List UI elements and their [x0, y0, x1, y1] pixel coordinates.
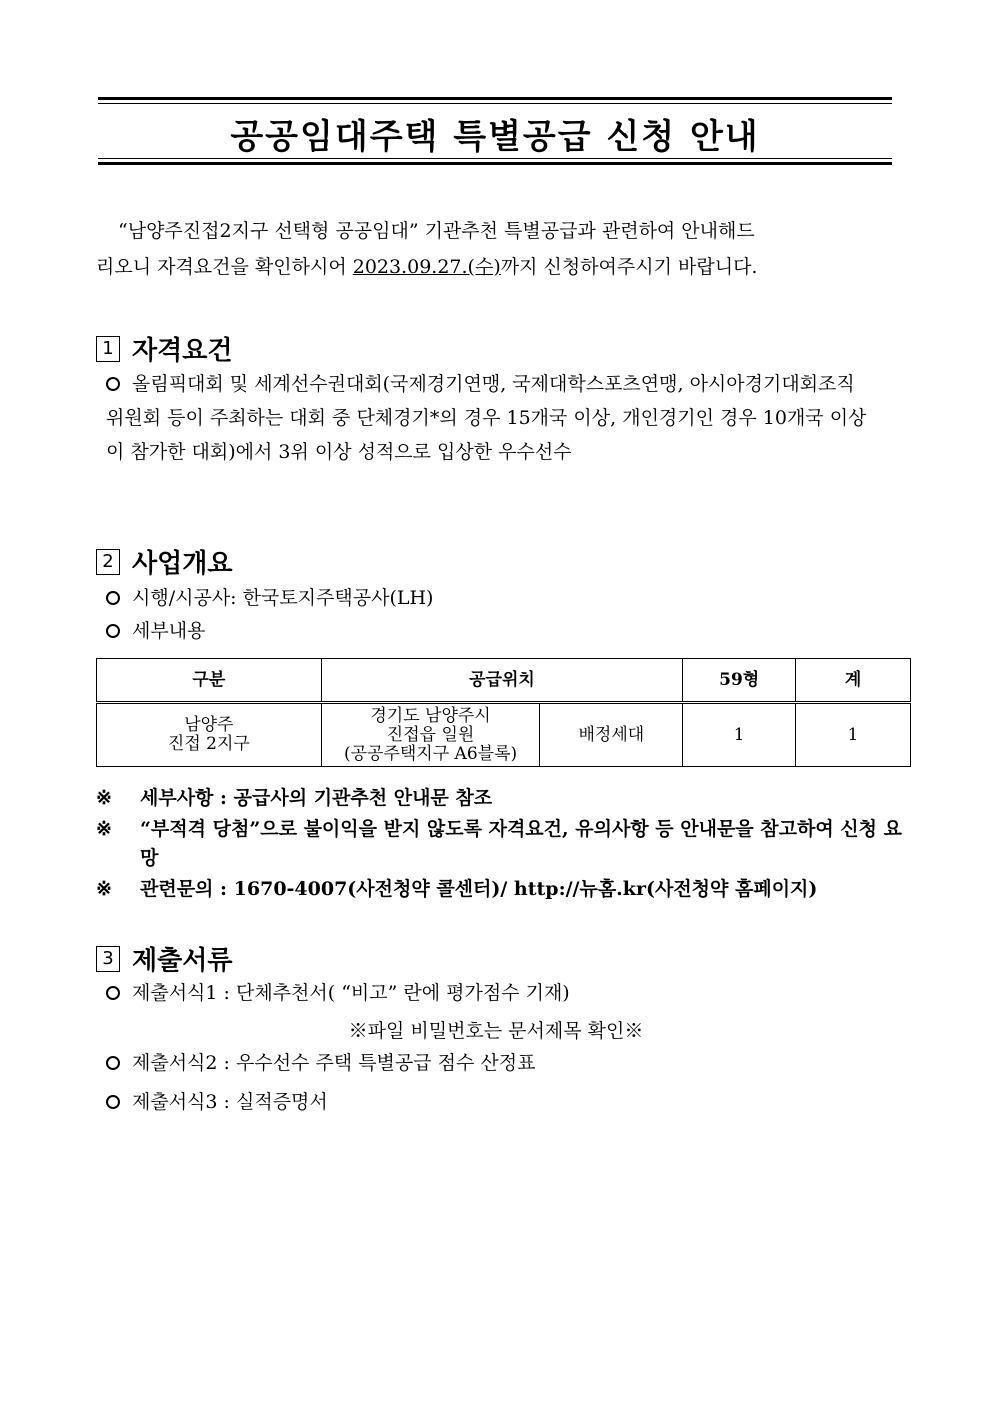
list-item: [106, 978, 570, 1008]
table-header-cell: 59형: [683, 659, 796, 703]
circle-bullet-icon: [106, 624, 120, 638]
note-item: [96, 875, 904, 904]
intro-line-2-post: 까지 신청하여주시기 바랍니다.: [500, 256, 758, 278]
supply-table: [96, 658, 911, 767]
section-3-header: [96, 940, 232, 977]
total-cell: 1: [796, 703, 911, 767]
note-item: [96, 815, 904, 873]
eligibility-bullet: [106, 367, 870, 469]
circle-bullet-icon: [106, 1095, 120, 1109]
circle-bullet-icon: [106, 591, 120, 605]
type-cell: 배정세대: [540, 703, 683, 767]
list-item-text: 시행/시공사: 한국토지주택공사(LH): [132, 587, 434, 609]
table-header-cell: 계: [796, 659, 911, 703]
note-text: “부적격 당첨”으로 불이익을 받지 않도록 자격요건, 유의사항 등 안내문을 참고하여 신청 요망: [140, 818, 902, 869]
intro-line-2: [96, 249, 898, 285]
table-header-cell: 구분: [97, 659, 322, 703]
cell-line: 경기도 남양주시: [370, 705, 491, 726]
section-2-header: [96, 543, 232, 580]
table-header-cell: 공급위치: [321, 659, 683, 703]
list-item: [106, 583, 433, 613]
location-cell: [321, 703, 540, 767]
reference-mark: ※: [96, 787, 112, 809]
note-text: 관련문의 : 1670-4007(사전청약 콜센터)/ http://뉴홈.kr(사전청약 홈페이지): [140, 878, 818, 900]
section-heading: 사업개요: [132, 549, 233, 579]
reference-mark: ※: [96, 818, 112, 840]
section-heading: 제출서류: [132, 946, 233, 976]
section-1-header: [96, 330, 232, 367]
intro-line-1: “남양주진접2지구 선택형 공공임대” 기관추천 특별공급과 관련하여 안내해드: [118, 220, 755, 242]
section-number-box: 3: [96, 946, 120, 972]
cell-line: 진접 2지구: [167, 734, 250, 754]
list-item-text: 제출서식3 : 실적증명서: [132, 1091, 328, 1113]
list-item-text: 세부내용: [132, 620, 206, 642]
count-cell: 1: [683, 703, 796, 767]
division-cell: [97, 703, 322, 767]
cell-line: 진접읍 일원: [386, 724, 475, 745]
table-row: [97, 703, 911, 767]
page-title: 공공임대주택 특별공급 신청 안내: [230, 117, 760, 157]
intro-paragraph: [96, 213, 898, 285]
intro-line-2-pre: 리오니 자격요건을 확인하시어: [96, 256, 353, 278]
note-text: 세부사항 : 공급사의 기관추천 안내문 참조: [140, 787, 493, 809]
list-item-text: 제출서식1 : 단체추천서( “비고” 란에 평가점수 기재): [132, 982, 570, 1004]
file-password-note: ※파일 비밀번호는 문서제목 확인※: [348, 1020, 644, 1042]
circle-bullet-icon: [106, 986, 120, 1000]
section-number-box: 2: [96, 549, 120, 575]
section-heading: 자격요건: [132, 336, 233, 366]
note-item: [96, 784, 904, 813]
eligibility-text: 올림픽대회 및 세계선수권대회(국제경기연맹, 국제대학스포츠연맹, 아시아경기대회조직위원회 등이 주최하는 대회 중 단체경기*의 경우 15개국 이상, 개인경기인 경우 10개국 이상이 참가한 대회)에서 3위 이상 성적으로 입상한 우수선수: [106, 373, 867, 463]
title-rule-top: [98, 97, 892, 100]
list-item-text: 제출서식2 : 우수선수 주택 특별공급 점수 산정표: [132, 1052, 536, 1074]
title-rule-top-thin: [98, 103, 892, 104]
list-item: [106, 1087, 328, 1117]
circle-bullet-icon: [106, 377, 120, 391]
section-number-box: 1: [96, 336, 120, 362]
title-rule-bottom-thin: [98, 158, 892, 159]
list-item: [106, 616, 205, 646]
cell-line: (공공주택지구 A6블록): [343, 743, 518, 764]
notes-block: [96, 784, 904, 904]
cell-line: 남양주: [184, 715, 234, 735]
title-rule-bottom: [98, 162, 892, 165]
circle-bullet-icon: [106, 1056, 120, 1070]
deadline-date: 2023.09.27.(수): [352, 256, 501, 278]
reference-mark: ※: [96, 878, 112, 900]
table-header-row: [97, 659, 911, 703]
title-box: [98, 97, 892, 165]
list-item: [106, 1048, 535, 1078]
